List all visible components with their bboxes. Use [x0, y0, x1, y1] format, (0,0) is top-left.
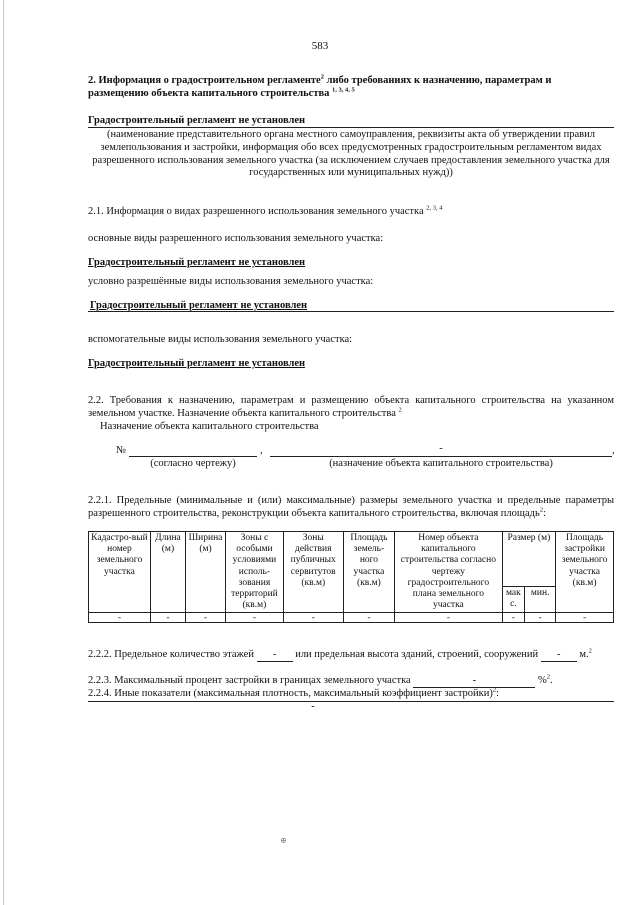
purpose-caption: (назначение объекта капитального строительства) — [329, 458, 553, 469]
auxiliary-uses-value: Градостроительный регламент не установлен — [88, 358, 306, 369]
other-indicators-label: 2.2.4. Иные показатели (максимальная плотность, максимальный коэффициент застройки) — [88, 688, 493, 699]
coverage-value: - — [413, 674, 535, 688]
purpose-label: Назначение объекта капитального строительства — [100, 421, 319, 432]
cell-size-min: - — [525, 613, 556, 623]
header-width: Ширина (м) — [185, 532, 225, 613]
number-sign: № — [116, 445, 127, 456]
section2-2-1-text — [88, 494, 614, 520]
section2-title — [88, 74, 618, 100]
section2-2-2-line — [88, 648, 592, 662]
other-indicators-sup: 2 — [492, 686, 497, 694]
number-comma: , — [260, 445, 263, 456]
main-uses-label: основные виды разрешенного использования земельного участка: — [88, 233, 384, 244]
cell-special-zones: - — [226, 613, 284, 623]
cell-size-max: - — [502, 613, 525, 623]
header-length: Длина (м) — [150, 532, 185, 613]
page-number: 583 — [311, 40, 329, 52]
section2-title-sup1: 2 — [320, 73, 324, 81]
section2-title-sup2: 1, 3, 4, 5 — [332, 86, 355, 94]
conditional-uses-label: условно разрешённые виды использования земельного участка: — [88, 276, 374, 287]
header-build-area: Площадь застройки земельного участка (кв.м) — [556, 532, 614, 613]
section2-1-title-text: 2.1. Информация о видах разрешенного использования земельного участка — [88, 206, 424, 217]
height-value: - — [541, 648, 577, 662]
section2-title-part2: либо требованиях к назначению, параметрам и — [323, 75, 552, 86]
coverage-unit: % — [537, 675, 547, 686]
drawing-caption: (согласно чертежу) — [150, 458, 236, 469]
section2-2-text-body: 2.2. Требования к назначению, параметрам и размещению объекта капитального строительства на указанном земельном участке. Назначение объекта капитального строительства — [88, 395, 614, 420]
cell-build-area: - — [556, 613, 614, 623]
conditional-uses-value: Градостроительный регламент не установлен — [90, 300, 308, 311]
cell-servitude-zones: - — [283, 613, 343, 623]
conditional-uses-rule — [88, 311, 614, 312]
coverage-unit-sup: 2 — [546, 673, 550, 681]
floors-value: - — [257, 648, 293, 662]
scan-mark: ⊕ — [280, 836, 287, 845]
section2-2-1-text-sup: 2 — [539, 506, 544, 514]
coverage-end: . — [549, 675, 553, 686]
header-servitude-zones: Зоны действия публичных сервитутов (кв.м) — [283, 532, 343, 613]
section2-2-text-sup: 2 — [398, 406, 402, 414]
main-uses-value: Градостроительный регламент не установлен — [88, 257, 306, 268]
header-size-max: мак с. — [502, 587, 525, 613]
cell-length: - — [150, 613, 185, 623]
cell-object-number: - — [395, 613, 502, 623]
header-plot-area: Площадь земель-ного участка (кв.м) — [343, 532, 395, 613]
header-size-min: мин. — [525, 587, 556, 613]
parameters-table — [88, 531, 614, 623]
section2-2-text — [88, 394, 614, 420]
section2-2-1-text-end: : — [543, 508, 546, 520]
floors-label: 2.2.2. Предельное количество этажей — [88, 649, 254, 660]
height-unit-sup: 2 — [588, 647, 592, 655]
header-size: Размер (м) — [502, 532, 556, 587]
section2-title-part1: 2. Информация о градостроительном регламенте — [88, 75, 321, 86]
section2-title-line2: размещению объекта капитального строительства — [88, 88, 330, 100]
section2-2-4-line — [88, 687, 499, 700]
object-purpose-value: - — [439, 443, 443, 454]
header-object-number: Номер объекта капитального строительства согласно чертежу градостроительного плана земельного участка — [395, 532, 502, 613]
section2-2-3-line — [88, 674, 553, 688]
section2-caption: (наименование представительного органа местного самоуправления, реквизиты акта об утверждении правил землепользования и застройки, информация обо всех предусмотренных градостроительным регламентом видах разрешенного использования земельного участка (за исключением случаев предоставления земельного участка для государственных или муниципальных нужд)) — [92, 129, 610, 179]
height-label: или предельная высота зданий, строений, сооружений — [295, 649, 539, 660]
section2-1-title-sup: 2, 3, 4 — [426, 204, 443, 212]
cell-plot-area: - — [343, 613, 395, 623]
header-special-zones: Зоны с особыми условиями исполь-зования территорий (кв.м) — [226, 532, 284, 613]
other-indicators-value: - — [311, 701, 315, 712]
cell-width: - — [185, 613, 225, 623]
height-unit: м. — [579, 649, 589, 660]
end-comma: , — [612, 445, 615, 456]
auxiliary-uses-label: вспомогательные виды использования земельного участка: — [88, 334, 353, 345]
cell-cadastral-number: - — [89, 613, 151, 623]
scan-edge — [3, 0, 4, 905]
section2-status-rule — [88, 127, 614, 128]
coverage-label: 2.2.3. Максимальный процент застройки в границах земельного участка — [88, 675, 411, 686]
header-cadastral-number: Кадастро-вый номер земельного участка — [89, 532, 151, 613]
section2-1-title — [88, 205, 443, 218]
section2-2-1-text-body: 2.2.1. Предельные (минимальные и (или) максимальные) размеры земельного участка и предельные параметры разрешенного строительства, реконструкции объекта капитального строительства, включая площадь — [88, 495, 614, 520]
section2-status: Градостроительный регламент не установлен — [88, 115, 306, 126]
other-indicators-end: : — [496, 688, 500, 699]
